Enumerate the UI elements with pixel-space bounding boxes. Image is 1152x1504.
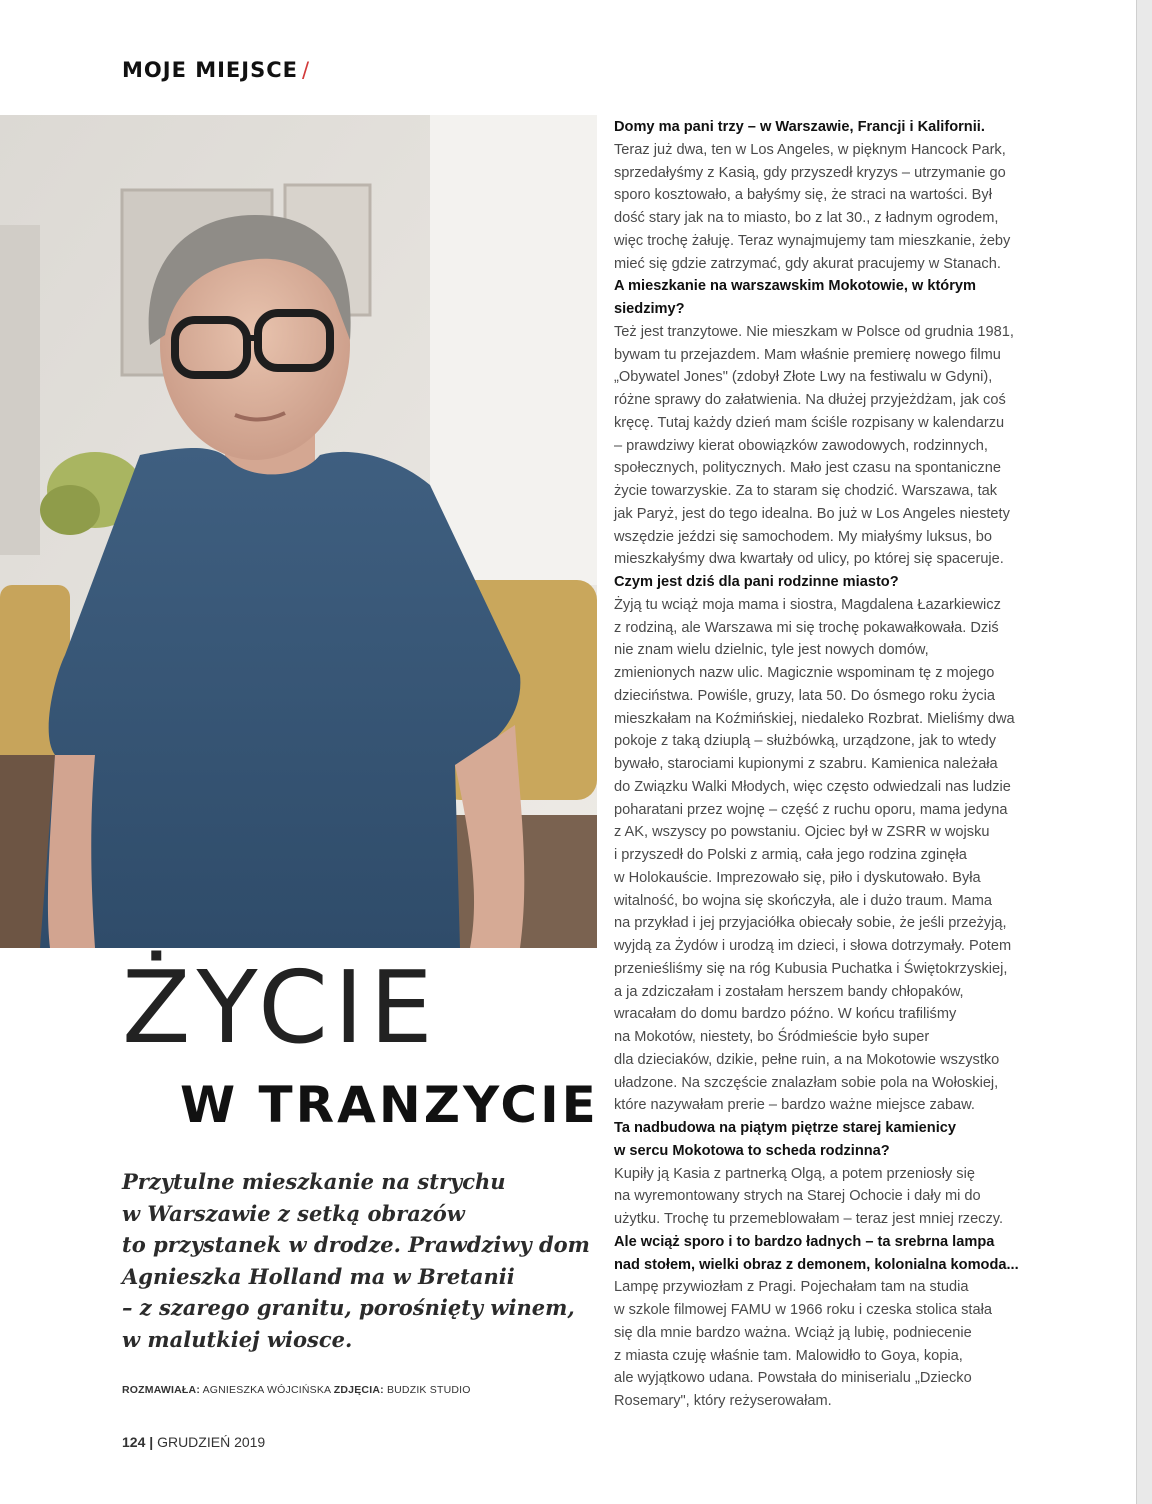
article-question-line: Ta nadbudowa na piątym piętrze starej kamienicy bbox=[614, 1120, 956, 1136]
article-answer-line: sprzedałyśmy z Kasią, gdy przyszedł kryzys – utrzymanie go bbox=[614, 164, 1006, 181]
article-answer-line: z AK, wszyscy po powstaniu. Ojciec był w ZSRR w wojsku bbox=[614, 824, 990, 841]
lead-line: w Warszawie z setką obrazów bbox=[122, 1200, 465, 1226]
article-question-line: A mieszkanie na warszawskim Mokotowie, w którym bbox=[614, 278, 976, 295]
article-answer-line: więc trochę żałuję. Teraz wynajmujemy tam mieszkanie, żeby bbox=[614, 232, 1011, 249]
article-answer-line: – prawdziwy kierat obowiązków zawodowych, rodzinnych, bbox=[614, 437, 988, 454]
title-line2: W TRANZYCIE bbox=[180, 1076, 599, 1134]
article-answer-line: wyjdą za Żydów i urodzą im dzieci, i słowa dotrzymały. Potem bbox=[614, 938, 1012, 954]
credits-interview-label: ROZMAWIAŁA: bbox=[122, 1384, 201, 1396]
article-answer-line: pokoje z taką dziuplą – służbówką, urządzone, jak to wtedy bbox=[614, 733, 997, 750]
article-answer-line: kręcę. Tutaj każdy dzień mam ściśle rozpisany w kalendarzu bbox=[614, 414, 1005, 431]
article-question-line: w sercu Mokotowa to scheda rodzinna? bbox=[614, 1142, 890, 1159]
article-answer-line: wszędzie jeździ się samochodem. My miałyśmy luksus, bo bbox=[614, 528, 992, 545]
article-answer-line: wracałam do domu bardzo późno. W końcu trafiliśmy bbox=[614, 1006, 957, 1023]
lead-line: Agnieszka Holland ma w Bretanii bbox=[122, 1263, 515, 1289]
article-answer-line: różne sprawy do załatwienia. Na dłużej przyjeżdżam, jak coś bbox=[614, 392, 1006, 408]
portrait-photo-icon bbox=[0, 115, 597, 948]
article-answer-line: poharatani przez wojnę – część z ruchu oporu, mama jedyna bbox=[614, 801, 1008, 818]
article-answer-line: użytku. Trochę tu przemeblowałam – teraz jest mniej rzeczy. bbox=[614, 1211, 1004, 1227]
article-answer-line: dla dzieciaków, dzikie, pełne ruin, a na Mokotowie wszystko bbox=[614, 1051, 1000, 1068]
article-question-line: nad stołem, wielki obraz z demonem, kolonialna komoda... bbox=[614, 1256, 1019, 1273]
article-answer-line: Lampę przywiozłam z Pragi. Pojechałam tam na studia bbox=[614, 1279, 969, 1296]
credits-photo-label: ZDJĘCIA: bbox=[333, 1384, 384, 1396]
article-answer-line: do Związku Walki Młodych, więc często odwiedzali nas ludzie bbox=[614, 778, 1011, 795]
section-slash: / bbox=[301, 58, 311, 82]
article-answer-line: ale wyjątkowo udana. Powstała do miniserialu „Dziecko bbox=[614, 1370, 972, 1387]
article-answer-line: na wyremontowany strych na Starej Ochocie i dały mi do bbox=[614, 1188, 981, 1205]
folio bbox=[122, 1434, 265, 1450]
article-answer-line: Kupiły ją Kasia z partnerką Olgą, a potem przeniosły się bbox=[614, 1165, 975, 1182]
credits-photo-name: BUDZIK STUDIO bbox=[386, 1384, 471, 1396]
article-answer-line: mieszkałyśmy dwa kwartały od ulicy, po której się spaceruje. bbox=[614, 551, 1004, 568]
article-answer-line: na Mokotów, niestety, bo Śródmieście było super bbox=[614, 1029, 930, 1045]
page-number: 124 bbox=[122, 1434, 146, 1450]
article-question-line: Czym jest dziś dla pani rodzinne miasto? bbox=[614, 574, 899, 590]
portrait-photo bbox=[0, 115, 597, 948]
article-answer-line: jak Paryż, jest do tego idealna. Bo już w Los Angeles niestety bbox=[614, 505, 1010, 522]
article-answer-line: Rosemary", który reżyserowałam. bbox=[614, 1393, 832, 1409]
page-edge bbox=[1136, 0, 1152, 1504]
article-answer-line: dość stary jak na to miasto, bo z lat 30., z ładnym ogrodem, bbox=[614, 210, 999, 226]
article-question-line: Domy ma pani trzy – w Warszawie, Francji i Kalifornii. bbox=[614, 119, 985, 135]
lead-line: Przytulne mieszkanie na strychu bbox=[122, 1169, 506, 1194]
article-answer-line: Też jest tranzytowe. Nie mieszkam w Polsce od grudnia 1981, bbox=[614, 323, 1014, 340]
lead-paragraph bbox=[122, 1166, 590, 1355]
credits-interview-name: AGNIESZKA WÓJCIŃSKA bbox=[202, 1384, 331, 1396]
article-answer-line: zmienionych nazw ulic. Magicznie wspominam tę z mojego bbox=[614, 665, 995, 681]
article-answer-line: życie towarzyskie. Za to staram się chodzić. Warszawa, tak bbox=[614, 483, 998, 499]
section-label bbox=[122, 58, 310, 82]
article-answer-line: „Obywatel Jones" (zdobył Złote Lwy na festiwalu w Gdyni), bbox=[614, 369, 993, 386]
folio-separator: | bbox=[149, 1434, 154, 1450]
article-answer-line: w szkole filmowej FAMU w 1966 roku i czeska stolica stała bbox=[614, 1302, 992, 1318]
article-answer-line: Żyją tu wciąż moja mama i siostra, Magdalena Łazarkiewicz bbox=[614, 596, 1001, 613]
article-answer-line: mieć się gdzie zatrzymać, gdy akurat pracujemy w Stanach. bbox=[614, 255, 1001, 272]
article-answer-line: Teraz już dwa, ten w Los Angeles, w pięknym Hancock Park, bbox=[614, 141, 1006, 158]
lead-line: – z szarego granitu, porośnięty winem, bbox=[122, 1295, 575, 1320]
article-answer-line: się dla mnie bardzo ważna. Wciąż ją lubię, podniecenie bbox=[614, 1324, 972, 1341]
article-answer-line: bywam tu przejazdem. Mam właśnie premierę nowego filmu bbox=[614, 346, 1001, 363]
article-answer-line: z rodziną, ale Warszawa mi się trochę pokawałkowała. Dziś bbox=[614, 619, 999, 636]
article-answer-line: sporo kosztowało, a bałyśmy się, że straci na wartości. Był bbox=[614, 187, 992, 204]
credits bbox=[122, 1384, 471, 1396]
article-answer-line: i przyszedł do Polski z armią, cała jego rodzina zginęła bbox=[614, 847, 967, 863]
article-answer-line: witalność, bo wojna się skończyła, ale i dużo traum. Mama bbox=[614, 892, 992, 909]
article-answer-line: uładzone. Na szczęście znalazłam sobie pola na Wołoskiej, bbox=[614, 1074, 999, 1091]
article-column bbox=[614, 116, 1054, 1413]
lead-line: w malutkiej wiosce. bbox=[122, 1326, 353, 1352]
article-answer-line: z miasta czuję właśnie tam. Malowidło to Goya, kopia, bbox=[614, 1347, 963, 1364]
article-question-line: Ale wciąż sporo i to bardzo ładnych – ta srebrna lampa bbox=[614, 1233, 995, 1250]
title-line1: ŻYCIE bbox=[122, 949, 439, 1066]
section-label-text: MOJE MIEJSCE bbox=[122, 58, 298, 82]
article-answer-line: przenieśliśmy się na róg Kubusia Puchatka i Świętokrzyskiej, bbox=[614, 960, 1008, 977]
issue-date: GRUDZIEŃ 2019 bbox=[157, 1434, 266, 1450]
lead-line: to przystanek w drodze. Prawdziwy dom bbox=[122, 1232, 590, 1257]
article-question-line: siedzimy? bbox=[614, 301, 685, 317]
article-answer-line: a ja zdziczałam i zostałam herszem bandy chłopaków, bbox=[614, 983, 964, 1000]
article-answer-line: które nazywałam prerie – bardzo ważne miejsce zabaw. bbox=[614, 1097, 975, 1114]
article-answer-line: bywało, starociami kupionymi z szabru. Kamienica należała bbox=[614, 756, 998, 772]
article-answer-line: dzieciństwa. Powiśle, gruzy, lata 50. Do ósmego roku życia bbox=[614, 687, 995, 704]
article-answer-line: społecznych, politycznych. Mało jest czasu na spontaniczne bbox=[614, 460, 1001, 477]
article-answer-line: nie znam wielu dzielnic, tyle jest nowych domów, bbox=[614, 642, 929, 659]
article-answer-line: na przykład i jej przyjaciółka obiecały sobie, że jeśli przeżyją, bbox=[614, 915, 1007, 932]
article-answer-line: w Holokauście. Imprezowało się, piło i dyskutowało. Była bbox=[614, 869, 981, 886]
article-answer-line: mieszkałam na Koźmińskiej, niedaleko Rozbrat. Mieliśmy dwa bbox=[614, 710, 1015, 727]
